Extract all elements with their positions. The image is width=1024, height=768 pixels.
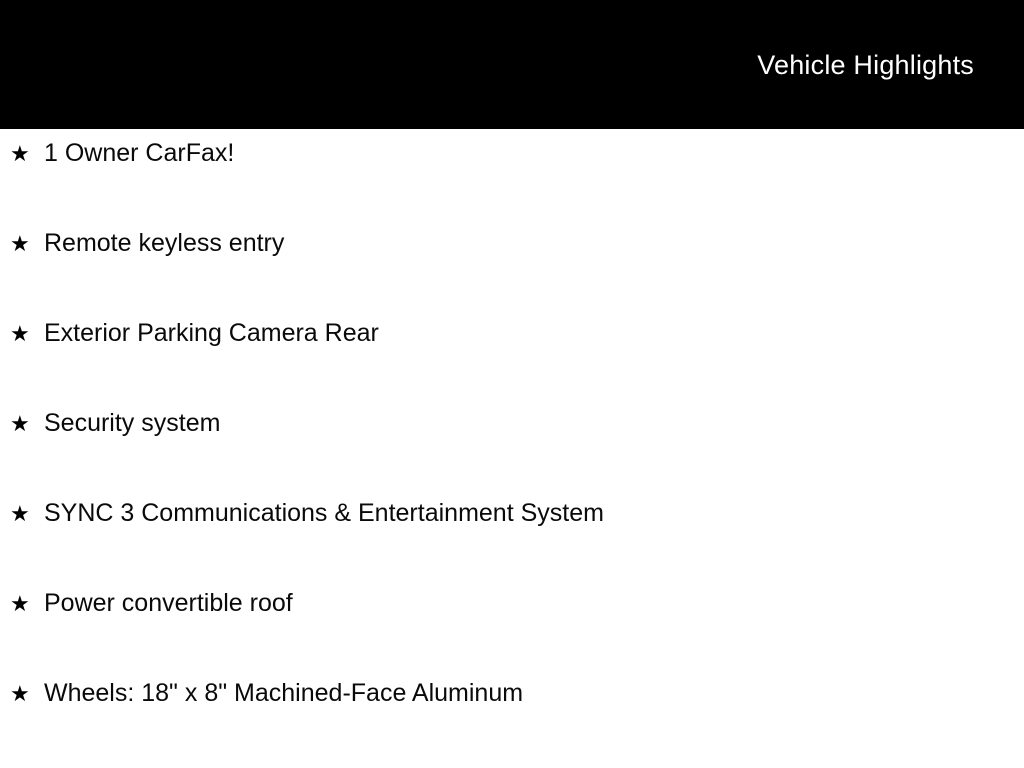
star-icon: ★	[10, 141, 30, 166]
highlight-label: Wheels: 18" x 8" Machined-Face Aluminum	[44, 679, 524, 707]
highlights-list	[0, 129, 1024, 759]
star-icon: ★	[10, 681, 30, 706]
highlight-label: Power convertible roof	[44, 589, 293, 617]
list-item	[0, 219, 1024, 309]
star-icon: ★	[10, 231, 30, 256]
highlight-label: Remote keyless entry	[44, 229, 285, 257]
list-item	[0, 489, 1024, 579]
list-item	[0, 579, 1024, 669]
star-icon: ★	[10, 591, 30, 616]
star-icon: ★	[10, 321, 30, 346]
highlight-label: Exterior Parking Camera Rear	[44, 319, 379, 347]
list-item	[0, 309, 1024, 399]
header-bar	[0, 0, 1024, 129]
page-title: Vehicle Highlights	[757, 50, 974, 80]
star-icon: ★	[10, 411, 30, 436]
list-item	[0, 129, 1024, 219]
highlight-label: 1 Owner CarFax!	[44, 139, 235, 167]
highlight-label: SYNC 3 Communications & Entertainment System	[44, 499, 604, 527]
star-icon: ★	[10, 501, 30, 526]
highlight-label: Security system	[44, 409, 221, 437]
list-item	[0, 399, 1024, 489]
list-item	[0, 669, 1024, 759]
